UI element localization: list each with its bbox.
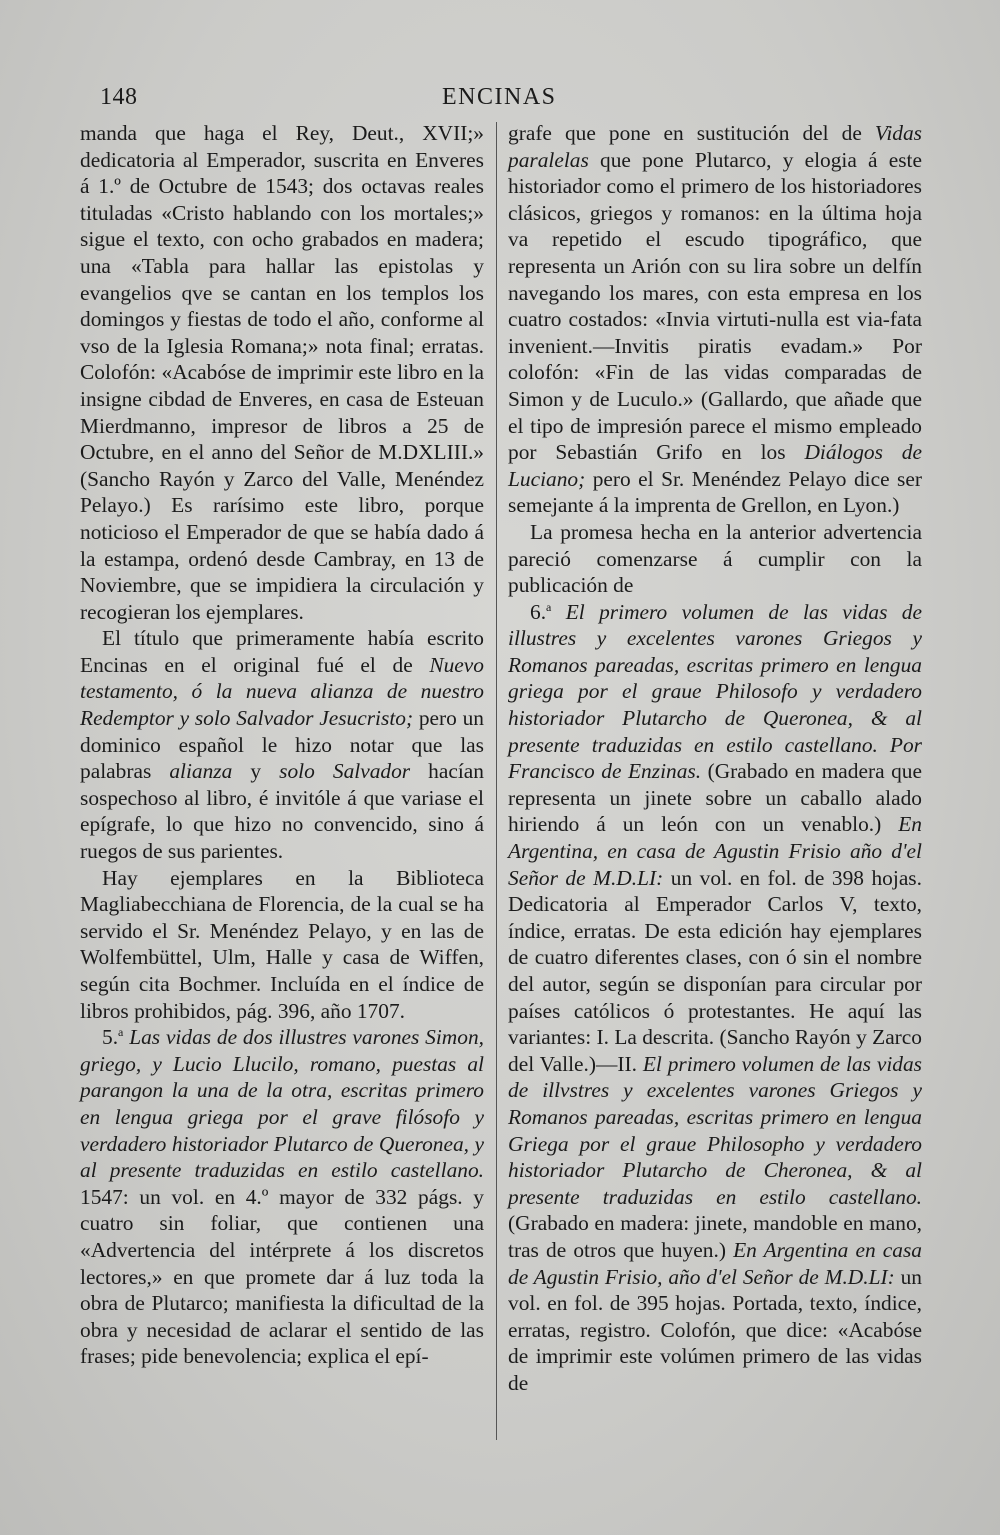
imprint: En Argentina en casa de Agustin Frisio, año d'el Señor de M.D.LI: (508, 1237, 922, 1289)
text-run: hacían sospechoso al libro, é invitóle á que variase el epígrafe, lo que hizo no convencido, sino á ruegos de sus parientes. (80, 759, 485, 864)
entry-number: 5. (102, 1025, 119, 1050)
text-run: pero el Sr. Menéndez Pelayo dice ser semejante á la imprenta de Grellon, en Lyon.) (508, 466, 922, 518)
entry-description: (Grabado en madera que representa un jinete sobre un caballo alado hiriendo á un león con un venablo.) (508, 759, 922, 837)
left-column (80, 120, 484, 1370)
entry-6 (508, 599, 922, 1397)
text-run: grafe que pone en sustitución del de (508, 121, 875, 145)
paragraph-continued-right (508, 120, 922, 519)
imprint: En Argentina, en casa de Agustin Frisio año d'el Señor de M.D.LI: (508, 812, 922, 890)
entry-number: 6. (530, 599, 547, 624)
entry-description: un vol. en fol. de 398 hojas. Dedicatoria al Emperador Carlos V, texto, índice, erratas. De esta edición hay ejemplares de cuatro diferentes clases, con ó sin el nombre del autor, según se disponían para circular por países católicos ó protestantes. He aquí las variantes: I. La descrita. (Sancho Rayón y Zarco del Valle.)—II. (508, 865, 922, 1076)
italic-word: alianza (169, 759, 233, 784)
paragraph-copies: Hay ejemplares en la Biblioteca Magliabecchiana de Florencia, de la cual se ha servido el Sr. Menéndez Pelayo, y en las de Wolfembüttel, Ulm, Halle y casa de Wiffen, según cita Bochmer. Incluída en el índice de libros prohibidos, pág. 396, año 1707. (80, 865, 484, 1023)
paragraph-continued: manda que haga el Rey, Deut., XVII;» dedicatoria al Emperador, suscrita en Enveres á 1.º de Octubre de 1543; dos octavas reales tituladas «Cristo hablando con los mortales;» sigue el texto, con ocho grabados en madera; una «Tabla para hallar las epistolas y evangelios qve se cantan en los templos los domingos y fiestas de todo el año, conforme al vso de la Iglesia Romana;» nota final; erratas. Colofón: «Acabóse de imprimir este libro en la insigne cibdad de Enveres, en casa de Esteuan Mierdmanno, impresor de libros a 25 de Octubre, en el anno del Señor de M.DXLIII.» (Sancho Rayón y Zarco del Valle, Menéndez Pelayo.) Es rarísimo este libro, porque noticioso el Emperador de que se había dado á la estampa, ordenó desde Cambray, en 13 de Noviembre, que se impidiera la circulación y recogieran los ejemplares. (80, 121, 484, 624)
running-title: ENCINAS (442, 84, 557, 110)
column-divider (496, 122, 497, 1440)
entry-title: El primero volumen de las vidas de illustres y excelentes varones Griegos y Romanos pareadas, escritas primero en lengua griega por el graue Philosofo y verdadero historiador Plutarcho de Queronea, & al presente traduzidas en estilo castellano. Por Francisco de Enzinas. (508, 599, 922, 784)
paragraph-original-title (80, 625, 484, 864)
entry-number-sup: a (546, 599, 552, 614)
variant-title: El primero volumen de las vidas de illvstres y excelentes varones Griegos y Romanos pareadas, escritas primero en lengua Griega por el graue Philosopho y verdadero historiador Plutarcho de Cheronea, & al presente traduzidas en estilo castellano. (508, 1051, 922, 1209)
page-number: 148 (100, 84, 138, 110)
italic-title: Nuevo testamento, ó la nueva alianza de nuestro Redemptor y solo Salvador Jesucristo; (80, 652, 484, 731)
page-header (82, 78, 920, 112)
text-run: que pone Plutarco, y elogia á este historiador como el primero de los historiadores clásicos, griegos y romanos: en la última hoja va repetido el escudo tipográfico, que representa un Arión con su lira sobre un delfín navegando los mares, con esta empresa en los cuatro costados: «Invia virtuti-nulla est via-fata invenient.—Invitis piratis evadam.» Por colofón: «Fin de las vidas comparadas de Simon y de Luculo.» (Gallardo, que añade que el tipo de impresión parece el mismo empleado por Sebastián Grifo en los (508, 147, 922, 465)
right-column (508, 120, 922, 1397)
italic-title: Diálogos de Luciano; (508, 440, 922, 491)
entry-title: Las vidas de dos illustres varones Simon, griego, y Lucio Llucilo, romano, puestas al parangon la una de la otra, escritas primero en lengua griega por el grave filósofo y verdadero historiador Plutarco de Queronea, y al presente traduzidas en estilo castellano. (80, 1025, 484, 1183)
paragraph-promise: La promesa hecha en la anterior advertencia pareció comenzarse á cumplir con la publicación de (508, 519, 922, 598)
entry-5 (80, 1024, 484, 1370)
text-run: y (232, 759, 280, 784)
text-run: El título que primeramente había escrito Encinas en el original fué el de (80, 626, 484, 677)
entry-number-sup: a (118, 1025, 124, 1040)
entry-description: (Grabado en madera: jinete, mandoble en mano, tras de otros que huyen.) (508, 1211, 922, 1262)
text-run: pero un dominico español le hizo notar que las palabras (80, 706, 484, 784)
italic-title: Vidas paralelas (508, 121, 922, 172)
italic-word: solo Salvador (279, 759, 411, 784)
entry-description: 1547: un vol. en 4.º mayor de 332 págs. y cuatro sin foliar, que contienen una «Advertencia del intérprete á los discretos lectores,» en que promete dar á luz toda la obra de Plutarco; manifiesta la dificultad de la obra y necesidad de aclarar el sentido de las frases; pide benevolencia; explica el epí- (80, 1184, 484, 1369)
entry-description: un vol. en fol. de 395 hojas. Portada, texto, índice, erratas, registro. Colofón, que dice: «Acabóse de imprimir este volúmen primero de las vidas de (508, 1264, 922, 1395)
